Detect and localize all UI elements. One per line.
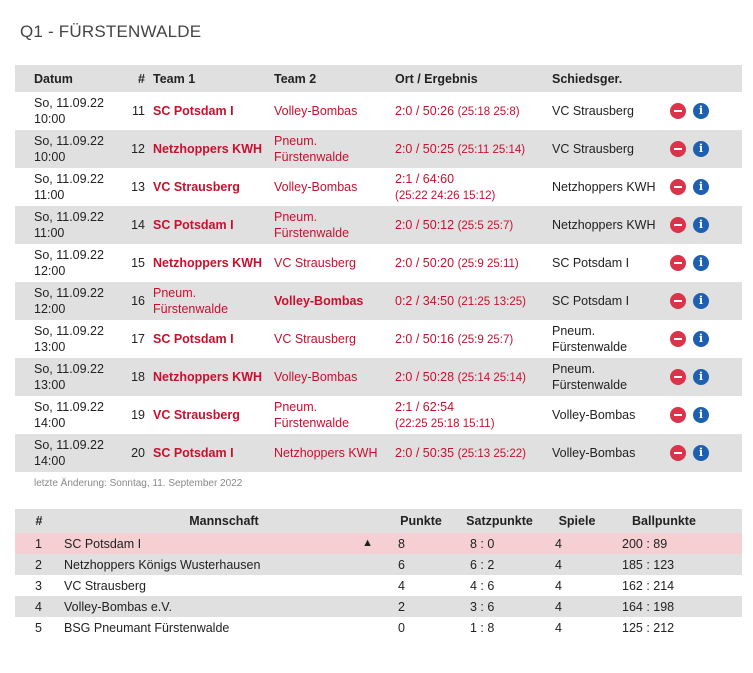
game-actions (670, 434, 742, 472)
referee-name: VC Strausberg (552, 104, 634, 118)
match-result[interactable]: 2:0 / 50:20 (395, 255, 455, 270)
game-result[interactable] (395, 396, 552, 434)
standings-set-points: 6 : 2 (470, 557, 495, 572)
game-date-cell (15, 320, 121, 358)
game-row (15, 206, 742, 244)
game-referee (552, 92, 670, 130)
header-team1[interactable]: Team 1 (153, 71, 196, 86)
game-result[interactable] (395, 244, 552, 282)
set-scores[interactable]: (25:5 25:7) (457, 219, 514, 232)
game-number: 14 (131, 218, 145, 232)
team2-name[interactable]: Volley-Bombas (274, 370, 358, 384)
info-icon[interactable]: i (693, 103, 709, 119)
game-team1[interactable] (153, 168, 274, 206)
game-date: So, 11.09.22 (34, 400, 104, 414)
referee-name: Pneum. (552, 324, 596, 338)
standings-ball-points: 185 : 123 (622, 557, 675, 572)
standings-body (15, 533, 742, 638)
game-time: 14:00 (34, 454, 66, 468)
game-actions (670, 168, 742, 206)
game-date-cell (15, 130, 121, 168)
game-date: So, 11.09.22 (34, 438, 104, 452)
referee-name: Netzhoppers KWH (552, 218, 656, 232)
header-rank[interactable]: # (35, 514, 43, 528)
match-result[interactable]: 0:2 / 34:50 (395, 293, 455, 308)
standings-points: 2 (398, 599, 405, 614)
game-referee (552, 396, 670, 434)
standings-team-cell (63, 533, 385, 554)
team2-name[interactable]: VC Strausberg (274, 256, 356, 270)
game-number: 16 (131, 294, 145, 308)
games-table (15, 65, 742, 472)
match-result[interactable]: 2:1 / 64:60 (395, 171, 455, 186)
team2-name[interactable]: Pneum. (274, 210, 318, 224)
minus-circle-icon[interactable] (670, 407, 686, 423)
game-row (15, 358, 742, 396)
referee-name: VC Strausberg (552, 142, 634, 156)
header-nr[interactable]: # (138, 71, 145, 86)
match-result[interactable]: 2:0 / 50:25 (395, 141, 455, 156)
game-number: 11 (132, 104, 145, 118)
header-date[interactable]: Datum (34, 71, 73, 86)
game-referee (552, 282, 670, 320)
game-result[interactable] (395, 206, 552, 244)
set-scores[interactable]: (21:25 13:25) (457, 295, 526, 308)
game-time: 12:00 (34, 264, 66, 278)
game-referee (552, 168, 670, 206)
game-row (15, 434, 742, 472)
standings-header-row (15, 509, 742, 533)
game-date-cell (15, 358, 121, 396)
game-date: So, 11.09.22 (34, 210, 104, 224)
team2-name-line2[interactable]: Fürstenwalde (274, 416, 350, 430)
standings-rank: 2 (35, 557, 42, 572)
game-team2[interactable] (274, 130, 395, 168)
game-row (15, 130, 742, 168)
game-date: So, 11.09.22 (34, 324, 104, 338)
games-header-row (15, 65, 742, 92)
game-time: 11:00 (34, 188, 65, 202)
game-date-cell (15, 92, 121, 130)
game-team2[interactable] (274, 396, 395, 434)
referee-name: Volley-Bombas (552, 408, 636, 422)
standings-games: 4 (555, 620, 562, 635)
standings-rank: 3 (35, 578, 42, 593)
game-time: 14:00 (34, 416, 66, 430)
games-body (15, 92, 742, 472)
header-actions (670, 65, 742, 92)
game-date: So, 11.09.22 (34, 248, 104, 262)
game-actions (670, 92, 742, 130)
game-number: 20 (131, 446, 145, 460)
set-scores-line2[interactable]: (25:22 24:26 15:12) (395, 189, 496, 202)
game-time: 10:00 (34, 150, 66, 164)
game-actions (670, 130, 742, 168)
game-time: 12:00 (34, 302, 66, 316)
standings-team[interactable]: BSG Pneumant Fürstenwalde (64, 620, 230, 635)
minus-circle-icon[interactable] (670, 293, 686, 309)
game-date: So, 11.09.22 (34, 96, 104, 110)
info-icon[interactable]: i (693, 331, 709, 347)
game-date: So, 11.09.22 (34, 286, 104, 300)
game-row (15, 396, 742, 434)
game-time: 10:00 (34, 112, 66, 126)
game-referee (552, 130, 670, 168)
standings-team[interactable]: Netzhoppers Königs Wusterhausen (64, 557, 261, 572)
game-referee (552, 434, 670, 472)
minus-circle-icon[interactable] (670, 255, 686, 271)
standings-table (15, 509, 742, 638)
standings-team[interactable]: VC Strausberg (64, 578, 146, 593)
game-team1[interactable] (153, 92, 274, 130)
match-result[interactable]: 2:0 / 50:35 (395, 445, 455, 460)
standings-row (15, 533, 742, 554)
standings-team[interactable]: SC Potsdam I (64, 536, 142, 551)
referee-name: Volley-Bombas (552, 446, 636, 460)
standings-rank: 5 (35, 620, 42, 635)
team1-name[interactable]: VC Strausberg (153, 408, 240, 422)
game-actions (670, 320, 742, 358)
game-team2[interactable] (274, 244, 395, 282)
game-date: So, 11.09.22 (34, 134, 104, 148)
info-icon[interactable]: i (693, 407, 709, 423)
game-referee (552, 320, 670, 358)
game-actions (670, 396, 742, 434)
team2-name[interactable]: Pneum. (274, 400, 318, 414)
standings-rank: 1 (35, 536, 42, 551)
header-team[interactable]: Mannschaft (189, 514, 259, 528)
game-team1[interactable] (153, 396, 274, 434)
game-actions (670, 206, 742, 244)
page-title: Q1 - FÜRSTENWALDE (20, 22, 202, 41)
team1-name[interactable]: SC Potsdam I (153, 332, 234, 346)
game-team1[interactable] (153, 358, 274, 396)
game-number: 15 (131, 256, 145, 270)
game-team1[interactable] (153, 130, 274, 168)
minus-circle-icon[interactable] (670, 445, 686, 461)
team1-name[interactable]: SC Potsdam I (153, 218, 234, 232)
game-team2[interactable] (274, 206, 395, 244)
team1-name[interactable]: Pneum. (153, 286, 197, 300)
game-row (15, 168, 742, 206)
game-team1[interactable] (153, 434, 274, 472)
team2-name-line2[interactable]: Fürstenwalde (274, 150, 350, 164)
minus-circle-icon[interactable] (670, 217, 686, 233)
up-triangle-icon: ▲ (362, 537, 373, 549)
game-date-cell (15, 206, 121, 244)
game-result[interactable] (395, 282, 552, 320)
standings-team-cell (63, 596, 385, 617)
match-result[interactable]: 2:0 / 50:26 (395, 103, 455, 118)
last-change-note: letzte Änderung: Sonntag, 11. September 2022 (34, 478, 243, 489)
game-number: 18 (131, 370, 145, 384)
match-result[interactable]: 2:1 / 62:54 (395, 399, 455, 414)
header-referee[interactable]: Schiedsger. (552, 71, 623, 86)
game-team2[interactable] (274, 282, 395, 320)
referee-name: Netzhoppers KWH (552, 180, 656, 194)
standings-points: 8 (398, 536, 405, 551)
game-row (15, 244, 742, 282)
team2-name[interactable]: Pneum. (274, 134, 318, 148)
minus-circle-icon[interactable] (670, 141, 686, 157)
team2-name-line2[interactable]: Fürstenwalde (274, 226, 350, 240)
standings-points: 0 (398, 620, 405, 635)
header-result[interactable]: Ort / Ergebnis (395, 71, 478, 86)
info-icon[interactable]: i (693, 141, 709, 157)
standings-games: 4 (555, 578, 562, 593)
game-result[interactable] (395, 434, 552, 472)
header-games[interactable]: Spiele (558, 514, 596, 528)
info-icon[interactable]: i (693, 445, 709, 461)
referee-name-line2: Fürstenwalde (552, 340, 628, 354)
game-actions (670, 282, 742, 320)
minus-circle-icon[interactable] (670, 369, 686, 385)
standings-games: 4 (555, 557, 562, 572)
team2-name[interactable]: VC Strausberg (274, 332, 356, 346)
game-team1[interactable] (153, 206, 274, 244)
standings-team-cell (63, 617, 385, 638)
standings-points: 4 (398, 578, 405, 593)
standings-set-points: 3 : 6 (470, 599, 495, 614)
game-team2[interactable] (274, 434, 395, 472)
minus-circle-icon[interactable] (670, 331, 686, 347)
game-number: 19 (131, 408, 145, 422)
game-date-cell (15, 244, 121, 282)
team2-name[interactable]: Volley-Bombas (274, 294, 364, 308)
team1-name[interactable]: SC Potsdam I (153, 104, 234, 118)
header-points[interactable]: Punkte (400, 514, 442, 528)
game-result[interactable] (395, 320, 552, 358)
game-referee (552, 206, 670, 244)
game-date: So, 11.09.22 (34, 362, 104, 376)
standings-set-points: 8 : 0 (470, 536, 495, 551)
game-result[interactable] (395, 358, 552, 396)
game-team1[interactable] (153, 244, 274, 282)
game-team1[interactable] (153, 320, 274, 358)
game-date-cell (15, 282, 121, 320)
team1-name[interactable]: Netzhoppers KWH (153, 256, 263, 270)
header-set-points[interactable]: Satzpunkte (466, 514, 533, 528)
standings-ball-points: 125 : 212 (622, 620, 675, 635)
game-row (15, 320, 742, 358)
standings-team-cell (63, 575, 385, 596)
info-icon[interactable]: i (693, 293, 709, 309)
info-icon[interactable]: i (693, 369, 709, 385)
game-date-cell (15, 396, 121, 434)
game-date: So, 11.09.22 (34, 172, 104, 186)
referee-name: SC Potsdam I (552, 256, 630, 270)
game-referee (552, 358, 670, 396)
set-scores-line2[interactable]: (22:25 25:18 15:11) (395, 417, 495, 430)
standings-games: 4 (555, 536, 562, 551)
standings-ball-points: 164 : 198 (622, 599, 675, 614)
set-scores[interactable]: (25:9 25:11) (457, 257, 519, 270)
standings-ball-points: 162 : 214 (622, 578, 675, 593)
standings-row (15, 596, 742, 617)
standings-games: 4 (555, 599, 562, 614)
game-time: 11:00 (34, 226, 65, 240)
game-number: 13 (131, 180, 145, 194)
team1-name[interactable]: SC Potsdam I (153, 446, 234, 460)
game-result[interactable] (395, 92, 552, 130)
minus-circle-icon[interactable] (670, 179, 686, 195)
standings-team[interactable]: Volley-Bombas e.V. (64, 599, 172, 614)
team2-name[interactable]: Volley-Bombas (274, 180, 358, 194)
game-row (15, 282, 742, 320)
team2-name[interactable]: Volley-Bombas (274, 104, 358, 118)
header-ball-points[interactable]: Ballpunkte (632, 514, 696, 528)
game-result[interactable] (395, 130, 552, 168)
set-scores[interactable]: (25:9 25:7) (457, 333, 514, 346)
set-scores[interactable]: (25:14 25:14) (457, 371, 526, 384)
set-scores[interactable]: (25:13 25:22) (457, 447, 526, 460)
set-scores[interactable]: (25:18 25:8) (457, 105, 520, 118)
game-number: 12 (131, 142, 145, 156)
header-team2[interactable]: Team 2 (274, 71, 317, 86)
standings-row (15, 617, 742, 638)
info-icon[interactable]: i (693, 255, 709, 271)
match-result[interactable]: 2:0 / 50:28 (395, 369, 455, 384)
game-team2[interactable] (274, 168, 395, 206)
game-team2[interactable] (274, 320, 395, 358)
set-scores[interactable]: (25:11 25:14) (457, 143, 526, 156)
game-referee (552, 244, 670, 282)
game-time: 13:00 (34, 340, 66, 354)
referee-name: SC Potsdam I (552, 294, 630, 308)
game-row (15, 92, 742, 130)
team1-name[interactable]: Netzhoppers KWH (153, 370, 263, 384)
game-actions (670, 358, 742, 396)
team1-name-line2[interactable]: Fürstenwalde (153, 302, 229, 316)
standings-set-points: 4 : 6 (470, 578, 495, 593)
game-result[interactable] (395, 168, 552, 206)
standings-set-points: 1 : 8 (470, 620, 495, 635)
standings-team-cell (63, 554, 385, 575)
game-team1[interactable] (153, 282, 274, 320)
standings-ball-points: 200 : 89 (622, 536, 668, 551)
match-result[interactable]: 2:0 / 50:12 (395, 217, 455, 232)
team2-name[interactable]: Netzhoppers KWH (274, 446, 378, 460)
game-time: 13:00 (34, 378, 66, 392)
game-number: 17 (131, 332, 145, 346)
game-team2[interactable] (274, 358, 395, 396)
referee-name: Pneum. (552, 362, 596, 376)
team1-name[interactable]: Netzhoppers KWH (153, 142, 263, 156)
game-team2[interactable] (274, 92, 395, 130)
game-actions (670, 244, 742, 282)
referee-name-line2: Fürstenwalde (552, 378, 628, 392)
standings-row (15, 554, 742, 575)
info-icon[interactable]: i (693, 179, 709, 195)
match-result[interactable]: 2:0 / 50:16 (395, 331, 455, 346)
standings-row (15, 575, 742, 596)
minus-circle-icon[interactable] (670, 103, 686, 119)
game-date-cell (15, 434, 121, 472)
team1-name[interactable]: VC Strausberg (153, 180, 240, 194)
game-date-cell (15, 168, 121, 206)
standings-points: 6 (398, 557, 405, 572)
info-icon[interactable]: i (693, 217, 709, 233)
standings-rank: 4 (35, 599, 42, 614)
